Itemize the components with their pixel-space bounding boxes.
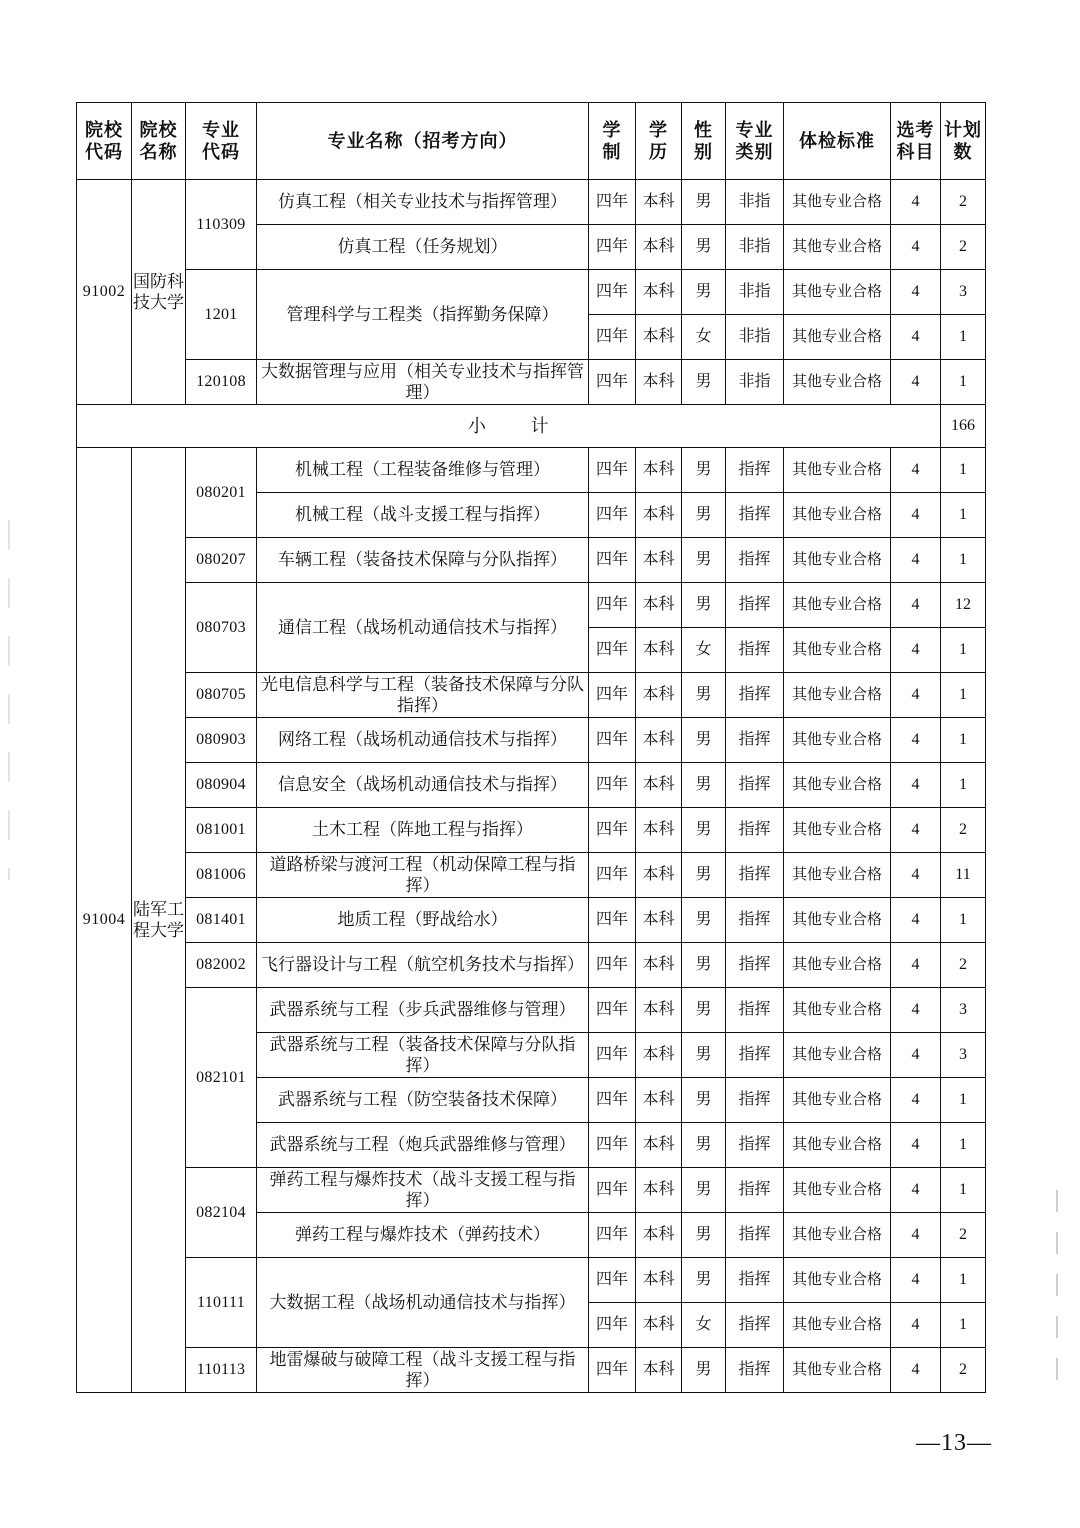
cell-major-type: 非指 (726, 315, 784, 360)
cell-major-name: 仿真工程（任务规划） (257, 225, 589, 270)
cell-major-name: 仿真工程（相关专业技术与指挥管理） (257, 180, 589, 225)
cell-major-name: 道路桥梁与渡河工程（机动保障工程与指挥） (257, 853, 589, 898)
cell-system: 四年 (589, 1123, 636, 1168)
cell-gender: 男 (682, 988, 726, 1033)
cell-physical-standard: 其他专业合格 (784, 718, 891, 763)
cell-system: 四年 (589, 1033, 636, 1078)
cell-physical-standard: 其他专业合格 (784, 1078, 891, 1123)
cell-plan-count: 11 (941, 853, 986, 898)
table-row (77, 673, 986, 718)
table-row (77, 1258, 986, 1303)
cell-plan-count: 3 (941, 270, 986, 315)
cell-physical-standard: 其他专业合格 (784, 493, 891, 538)
cell-major-name: 机械工程（工程装备维修与管理） (257, 448, 589, 493)
cell-school-name: 陆军工程大学 (132, 448, 186, 1393)
cell-physical-standard: 其他专业合格 (784, 808, 891, 853)
cell-major-type: 指挥 (726, 583, 784, 628)
cell-major-type: 指挥 (726, 853, 784, 898)
table-row (77, 180, 986, 225)
cell-gender: 男 (682, 1123, 726, 1168)
cell-major-code: 082104 (186, 1168, 257, 1258)
cell-major-code: 080207 (186, 538, 257, 583)
cell-physical-standard: 其他专业合格 (784, 1348, 891, 1393)
cell-physical-standard: 其他专业合格 (784, 315, 891, 360)
cell-degree: 本科 (636, 448, 682, 493)
cell-system: 四年 (589, 448, 636, 493)
cell-major-code: 110309 (186, 180, 257, 270)
cell-degree: 本科 (636, 1213, 682, 1258)
cell-degree: 本科 (636, 853, 682, 898)
cell-degree: 本科 (636, 538, 682, 583)
cell-school-name: 国防科技大学 (132, 180, 186, 405)
cell-major-name: 弹药工程与爆炸技术（战斗支援工程与指挥） (257, 1168, 589, 1213)
cell-degree: 本科 (636, 1258, 682, 1303)
cell-exam-subject: 4 (891, 270, 941, 315)
cell-major-name: 地雷爆破与破障工程（战斗支援工程与指挥） (257, 1348, 589, 1393)
scan-artifact-right (1056, 1190, 1058, 1380)
cell-physical-standard: 其他专业合格 (784, 1123, 891, 1168)
cell-plan-count: 1 (941, 1123, 986, 1168)
cell-plan-count: 1 (941, 1078, 986, 1123)
cell-major-type: 指挥 (726, 1123, 784, 1168)
cell-major-type: 非指 (726, 270, 784, 315)
cell-exam-subject: 4 (891, 1123, 941, 1168)
table-row (77, 808, 986, 853)
cell-exam-subject: 4 (891, 898, 941, 943)
cell-gender: 女 (682, 1303, 726, 1348)
cell-degree: 本科 (636, 1168, 682, 1213)
cell-physical-standard: 其他专业合格 (784, 898, 891, 943)
table-subtotal-row (77, 405, 986, 448)
cell-gender: 男 (682, 853, 726, 898)
page-number: —13— (916, 1430, 992, 1456)
cell-system: 四年 (589, 583, 636, 628)
cell-system: 四年 (589, 225, 636, 270)
cell-degree: 本科 (636, 1348, 682, 1393)
cell-exam-subject: 4 (891, 1078, 941, 1123)
cell-plan-count: 2 (941, 808, 986, 853)
table-row (77, 583, 986, 628)
cell-plan-count: 2 (941, 225, 986, 270)
cell-gender: 男 (682, 360, 726, 405)
cell-major-name: 光电信息科学与工程（装备技术保障与分队指挥） (257, 673, 589, 718)
cell-exam-subject: 4 (891, 448, 941, 493)
enrollment-plan-table (76, 102, 986, 1393)
cell-major-type: 指挥 (726, 1033, 784, 1078)
cell-plan-count: 1 (941, 898, 986, 943)
cell-exam-subject: 4 (891, 718, 941, 763)
cell-major-code: 1201 (186, 270, 257, 360)
cell-gender: 男 (682, 763, 726, 808)
cell-physical-standard: 其他专业合格 (784, 270, 891, 315)
cell-degree: 本科 (636, 1033, 682, 1078)
cell-plan-count: 3 (941, 1033, 986, 1078)
cell-gender: 男 (682, 808, 726, 853)
cell-degree: 本科 (636, 493, 682, 538)
cell-gender: 男 (682, 943, 726, 988)
cell-major-name: 武器系统与工程（装备技术保障与分队指挥） (257, 1033, 589, 1078)
cell-plan-count: 1 (941, 360, 986, 405)
cell-major-type: 指挥 (726, 808, 784, 853)
cell-major-type: 指挥 (726, 718, 784, 763)
cell-system: 四年 (589, 853, 636, 898)
cell-exam-subject: 4 (891, 315, 941, 360)
cell-exam-subject: 4 (891, 988, 941, 1033)
cell-plan-count: 12 (941, 583, 986, 628)
cell-exam-subject: 4 (891, 1303, 941, 1348)
cell-system: 四年 (589, 628, 636, 673)
cell-physical-standard: 其他专业合格 (784, 988, 891, 1033)
cell-major-type: 指挥 (726, 538, 784, 583)
cell-degree: 本科 (636, 180, 682, 225)
cell-exam-subject: 4 (891, 1258, 941, 1303)
cell-system: 四年 (589, 1078, 636, 1123)
cell-major-code: 080201 (186, 448, 257, 538)
cell-physical-standard: 其他专业合格 (784, 538, 891, 583)
cell-gender: 男 (682, 1078, 726, 1123)
cell-major-type: 指挥 (726, 1213, 784, 1258)
cell-system: 四年 (589, 673, 636, 718)
column-header-major-type: 专业 类别 (726, 103, 784, 180)
cell-degree: 本科 (636, 1123, 682, 1168)
cell-gender: 男 (682, 225, 726, 270)
cell-plan-count: 2 (941, 943, 986, 988)
cell-major-code: 081401 (186, 898, 257, 943)
cell-physical-standard: 其他专业合格 (784, 360, 891, 405)
cell-major-code: 080703 (186, 583, 257, 673)
cell-major-code: 080903 (186, 718, 257, 763)
cell-physical-standard: 其他专业合格 (784, 763, 891, 808)
cell-plan-count: 2 (941, 180, 986, 225)
cell-plan-count: 2 (941, 1348, 986, 1393)
table-body (77, 180, 986, 1393)
cell-gender: 女 (682, 628, 726, 673)
cell-gender: 男 (682, 718, 726, 763)
cell-exam-subject: 4 (891, 853, 941, 898)
cell-system: 四年 (589, 1213, 636, 1258)
cell-physical-standard: 其他专业合格 (784, 943, 891, 988)
cell-major-code: 082002 (186, 943, 257, 988)
cell-major-name: 土木工程（阵地工程与指挥） (257, 808, 589, 853)
cell-system: 四年 (589, 943, 636, 988)
subtotal-label-part: 小 (468, 415, 487, 436)
table-row (77, 718, 986, 763)
cell-major-type: 指挥 (726, 493, 784, 538)
cell-major-type: 指挥 (726, 1348, 784, 1393)
cell-major-name: 弹药工程与爆炸技术（弹药技术） (257, 1213, 589, 1258)
table-row (77, 763, 986, 808)
column-header-major-name: 专业名称（招考方向） (257, 103, 589, 180)
cell-system: 四年 (589, 898, 636, 943)
column-header-exam-subject: 选考 科目 (891, 103, 941, 180)
cell-major-code: 080705 (186, 673, 257, 718)
cell-gender: 男 (682, 1348, 726, 1393)
cell-gender: 男 (682, 538, 726, 583)
cell-major-type: 指挥 (726, 1078, 784, 1123)
cell-exam-subject: 4 (891, 1213, 941, 1258)
table-row (77, 943, 986, 988)
cell-major-type: 指挥 (726, 988, 784, 1033)
cell-major-code: 120108 (186, 360, 257, 405)
cell-degree: 本科 (636, 943, 682, 988)
cell-major-type: 指挥 (726, 898, 784, 943)
cell-school-code: 91004 (77, 448, 132, 1393)
table-row (77, 988, 986, 1033)
cell-degree: 本科 (636, 628, 682, 673)
cell-plan-count: 1 (941, 538, 986, 583)
column-header-degree: 学 历 (636, 103, 682, 180)
cell-major-name: 信息安全（战场机动通信技术与指挥） (257, 763, 589, 808)
cell-gender: 男 (682, 1168, 726, 1213)
cell-major-type: 指挥 (726, 943, 784, 988)
scan-artifact-left (8, 520, 10, 880)
column-header-gender: 性 别 (682, 103, 726, 180)
cell-exam-subject: 4 (891, 360, 941, 405)
table-row (77, 1348, 986, 1393)
cell-exam-subject: 4 (891, 673, 941, 718)
cell-physical-standard: 其他专业合格 (784, 180, 891, 225)
cell-physical-standard: 其他专业合格 (784, 448, 891, 493)
cell-major-name: 大数据管理与应用（相关专业技术与指挥管理） (257, 360, 589, 405)
cell-gender: 男 (682, 493, 726, 538)
cell-plan-count: 1 (941, 448, 986, 493)
cell-gender: 男 (682, 1033, 726, 1078)
cell-exam-subject: 4 (891, 1348, 941, 1393)
cell-major-name: 地质工程（野战给水） (257, 898, 589, 943)
cell-system: 四年 (589, 270, 636, 315)
cell-major-code: 110113 (186, 1348, 257, 1393)
cell-system: 四年 (589, 315, 636, 360)
subtotal-label-part: 计 (530, 415, 549, 436)
cell-plan-count: 1 (941, 628, 986, 673)
cell-degree: 本科 (636, 898, 682, 943)
cell-degree: 本科 (636, 718, 682, 763)
cell-major-name: 大数据工程（战场机动通信技术与指挥） (257, 1258, 589, 1348)
cell-major-type: 指挥 (726, 1258, 784, 1303)
subtotal-label (77, 405, 941, 448)
cell-gender: 男 (682, 270, 726, 315)
cell-degree: 本科 (636, 763, 682, 808)
cell-physical-standard: 其他专业合格 (784, 1258, 891, 1303)
cell-physical-standard: 其他专业合格 (784, 853, 891, 898)
header-row (77, 103, 986, 180)
cell-exam-subject: 4 (891, 1033, 941, 1078)
cell-exam-subject: 4 (891, 538, 941, 583)
cell-plan-count: 1 (941, 315, 986, 360)
cell-physical-standard: 其他专业合格 (784, 1033, 891, 1078)
cell-major-name: 武器系统与工程（步兵武器维修与管理） (257, 988, 589, 1033)
cell-exam-subject: 4 (891, 808, 941, 853)
cell-exam-subject: 4 (891, 180, 941, 225)
cell-major-code: 110111 (186, 1258, 257, 1348)
cell-physical-standard: 其他专业合格 (784, 225, 891, 270)
cell-degree: 本科 (636, 988, 682, 1033)
cell-plan-count: 1 (941, 718, 986, 763)
cell-plan-count: 1 (941, 1258, 986, 1303)
cell-physical-standard: 其他专业合格 (784, 673, 891, 718)
cell-degree: 本科 (636, 225, 682, 270)
cell-major-code: 082101 (186, 988, 257, 1168)
cell-plan-count: 1 (941, 673, 986, 718)
cell-degree: 本科 (636, 808, 682, 853)
cell-system: 四年 (589, 1168, 636, 1213)
column-header-school-name: 院校 名称 (132, 103, 186, 180)
cell-physical-standard: 其他专业合格 (784, 1213, 891, 1258)
cell-degree: 本科 (636, 1303, 682, 1348)
cell-exam-subject: 4 (891, 628, 941, 673)
table-row (77, 853, 986, 898)
cell-plan-count: 2 (941, 1213, 986, 1258)
cell-major-type: 指挥 (726, 673, 784, 718)
cell-major-type: 指挥 (726, 628, 784, 673)
cell-plan-count: 1 (941, 1168, 986, 1213)
cell-system: 四年 (589, 988, 636, 1033)
cell-gender: 男 (682, 448, 726, 493)
table-row (77, 270, 986, 315)
cell-system: 四年 (589, 1303, 636, 1348)
cell-gender: 男 (682, 583, 726, 628)
cell-gender: 男 (682, 673, 726, 718)
cell-gender: 男 (682, 1213, 726, 1258)
cell-major-name: 武器系统与工程（炮兵武器维修与管理） (257, 1123, 589, 1168)
table-row (77, 360, 986, 405)
cell-major-name: 机械工程（战斗支援工程与指挥） (257, 493, 589, 538)
cell-major-name: 管理科学与工程类（指挥勤务保障） (257, 270, 589, 360)
cell-gender: 女 (682, 315, 726, 360)
table-row (77, 898, 986, 943)
cell-system: 四年 (589, 1258, 636, 1303)
cell-plan-count: 1 (941, 493, 986, 538)
cell-major-type: 指挥 (726, 1168, 784, 1213)
cell-system: 四年 (589, 493, 636, 538)
cell-major-name: 车辆工程（装备技术保障与分队指挥） (257, 538, 589, 583)
cell-gender: 男 (682, 898, 726, 943)
cell-major-code: 081001 (186, 808, 257, 853)
column-header-system: 学 制 (589, 103, 636, 180)
cell-degree: 本科 (636, 315, 682, 360)
cell-school-code: 91002 (77, 180, 132, 405)
cell-system: 四年 (589, 180, 636, 225)
cell-major-type: 指挥 (726, 763, 784, 808)
cell-exam-subject: 4 (891, 943, 941, 988)
cell-exam-subject: 4 (891, 225, 941, 270)
cell-physical-standard: 其他专业合格 (784, 628, 891, 673)
cell-degree: 本科 (636, 360, 682, 405)
table-header (77, 103, 986, 180)
cell-major-name: 网络工程（战场机动通信技术与指挥） (257, 718, 589, 763)
subtotal-value: 166 (941, 405, 986, 448)
cell-system: 四年 (589, 360, 636, 405)
cell-exam-subject: 4 (891, 493, 941, 538)
cell-gender: 男 (682, 180, 726, 225)
cell-physical-standard: 其他专业合格 (784, 583, 891, 628)
cell-plan-count: 3 (941, 988, 986, 1033)
cell-plan-count: 1 (941, 1303, 986, 1348)
cell-system: 四年 (589, 763, 636, 808)
cell-major-type: 指挥 (726, 448, 784, 493)
cell-major-type: 非指 (726, 180, 784, 225)
cell-major-name: 武器系统与工程（防空装备技术保障） (257, 1078, 589, 1123)
cell-major-type: 指挥 (726, 1303, 784, 1348)
column-header-physical: 体检标准 (784, 103, 891, 180)
cell-system: 四年 (589, 718, 636, 763)
cell-degree: 本科 (636, 270, 682, 315)
column-header-major-code: 专业 代码 (186, 103, 257, 180)
cell-gender: 男 (682, 1258, 726, 1303)
column-header-school-code: 院校 代码 (77, 103, 132, 180)
cell-degree: 本科 (636, 583, 682, 628)
cell-exam-subject: 4 (891, 763, 941, 808)
cell-major-code: 080904 (186, 763, 257, 808)
cell-exam-subject: 4 (891, 1168, 941, 1213)
column-header-plan-count: 计划 数 (941, 103, 986, 180)
table-row (77, 538, 986, 583)
cell-degree: 本科 (636, 673, 682, 718)
table-row (77, 1168, 986, 1213)
cell-physical-standard: 其他专业合格 (784, 1303, 891, 1348)
cell-physical-standard: 其他专业合格 (784, 1168, 891, 1213)
cell-major-type: 非指 (726, 360, 784, 405)
cell-major-name: 飞行器设计与工程（航空机务技术与指挥） (257, 943, 589, 988)
cell-plan-count: 1 (941, 763, 986, 808)
cell-degree: 本科 (636, 1078, 682, 1123)
cell-system: 四年 (589, 538, 636, 583)
cell-major-type: 非指 (726, 225, 784, 270)
cell-exam-subject: 4 (891, 583, 941, 628)
cell-major-code: 081006 (186, 853, 257, 898)
cell-system: 四年 (589, 808, 636, 853)
cell-major-name: 通信工程（战场机动通信技术与指挥） (257, 583, 589, 673)
cell-system: 四年 (589, 1348, 636, 1393)
table-row (77, 448, 986, 493)
